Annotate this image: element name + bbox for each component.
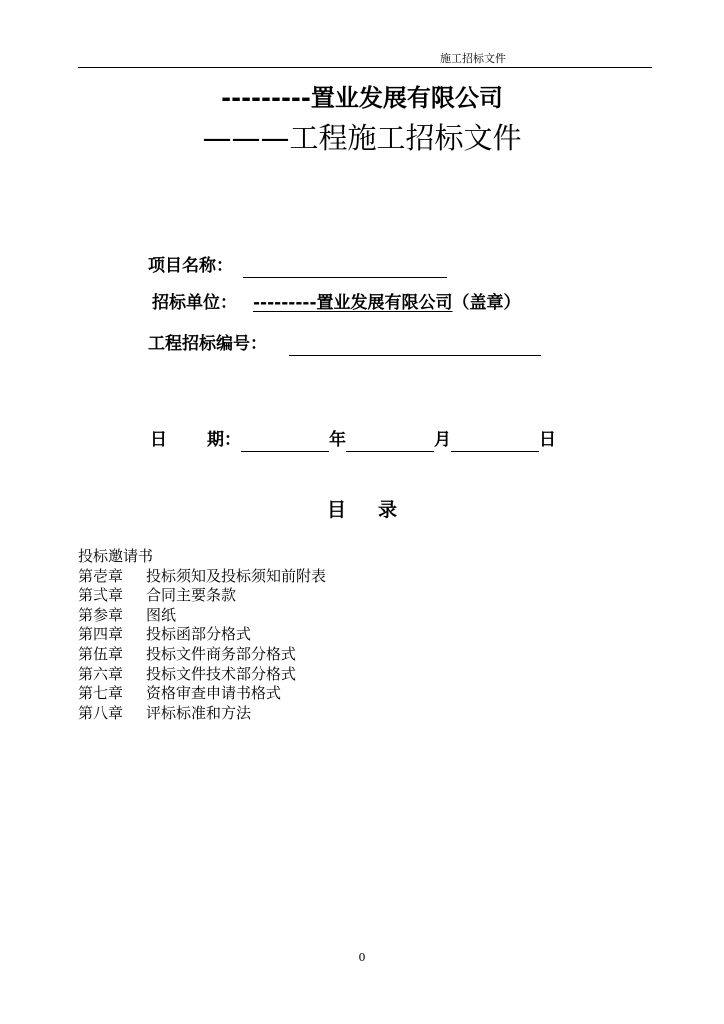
- tender-unit-value: ---------置业发展有限公司: [253, 293, 453, 313]
- project-name-label: 项目名称：: [148, 256, 233, 276]
- toc-item-title: 合同主要条款: [146, 586, 237, 605]
- table-of-contents: [78, 547, 326, 723]
- date-label-period: 期：: [207, 430, 241, 450]
- toc-item-chapter: 第伍章: [78, 644, 124, 663]
- toc-item-title: 图纸: [146, 605, 177, 624]
- header-rule: [78, 67, 652, 68]
- toc-item-chapter: 第壱章: [78, 566, 124, 585]
- toc-item[interactable]: [78, 704, 326, 724]
- date-label-day-char: 日: [150, 430, 167, 450]
- toc-item-title: 投标函部分格式: [146, 625, 252, 644]
- toc-item[interactable]: [78, 645, 326, 665]
- toc-heading-char-1: 目: [326, 499, 346, 521]
- toc-item-title: 评标标准和方法: [146, 703, 252, 722]
- project-name-field: [148, 254, 447, 278]
- toc-item[interactable]: [78, 606, 326, 626]
- toc-item[interactable]: [78, 586, 326, 606]
- date-month-label: 月: [434, 430, 451, 450]
- page-number: 0: [358, 951, 366, 964]
- tender-code-blank[interactable]: [289, 335, 541, 356]
- toc-item[interactable]: [78, 665, 326, 685]
- company-title: ---------置业发展有限公司: [221, 84, 503, 112]
- toc-item[interactable]: [78, 547, 326, 567]
- toc-item-title: 投标邀请书: [78, 547, 154, 565]
- toc-item-chapter: 第七章: [78, 684, 124, 703]
- toc-item-title: 投标文件技术部分格式: [146, 664, 297, 683]
- date-day-blank[interactable]: [451, 431, 539, 452]
- document-title: ———工程施工招标文件: [202, 121, 522, 155]
- toc-item-chapter: 第弍章: [78, 586, 124, 605]
- tender-code-field: [148, 332, 541, 356]
- toc-item-title: 资格审查申请书格式: [146, 684, 282, 703]
- toc-item-chapter: 第六章: [78, 664, 124, 683]
- tender-unit-label: 招标单位：: [152, 293, 237, 313]
- toc-heading-char-2: 录: [378, 499, 398, 521]
- toc-heading: [0, 497, 724, 523]
- toc-item[interactable]: [78, 567, 326, 587]
- toc-item[interactable]: [78, 684, 326, 704]
- toc-item-chapter: 第四章: [78, 625, 124, 644]
- date-year-label: 年: [329, 430, 346, 450]
- tender-code-label: 工程招标编号：: [148, 334, 267, 354]
- tender-unit-seal-note: （盖章）: [452, 293, 521, 313]
- project-name-blank[interactable]: [243, 257, 447, 278]
- tender-unit-field: [152, 291, 521, 315]
- toc-item[interactable]: [78, 625, 326, 645]
- running-header: 施工招标文件: [440, 52, 506, 65]
- date-year-blank[interactable]: [241, 431, 329, 452]
- toc-item-chapter: 第八章: [78, 703, 124, 722]
- date-day-label: 日: [539, 430, 556, 450]
- toc-item-title: 投标文件商务部分格式: [146, 644, 297, 663]
- toc-item-chapter: 第参章: [78, 605, 124, 624]
- date-month-blank[interactable]: [346, 431, 434, 452]
- date-field: [150, 428, 556, 452]
- toc-item-title: 投标须知及投标须知前附表: [146, 566, 327, 585]
